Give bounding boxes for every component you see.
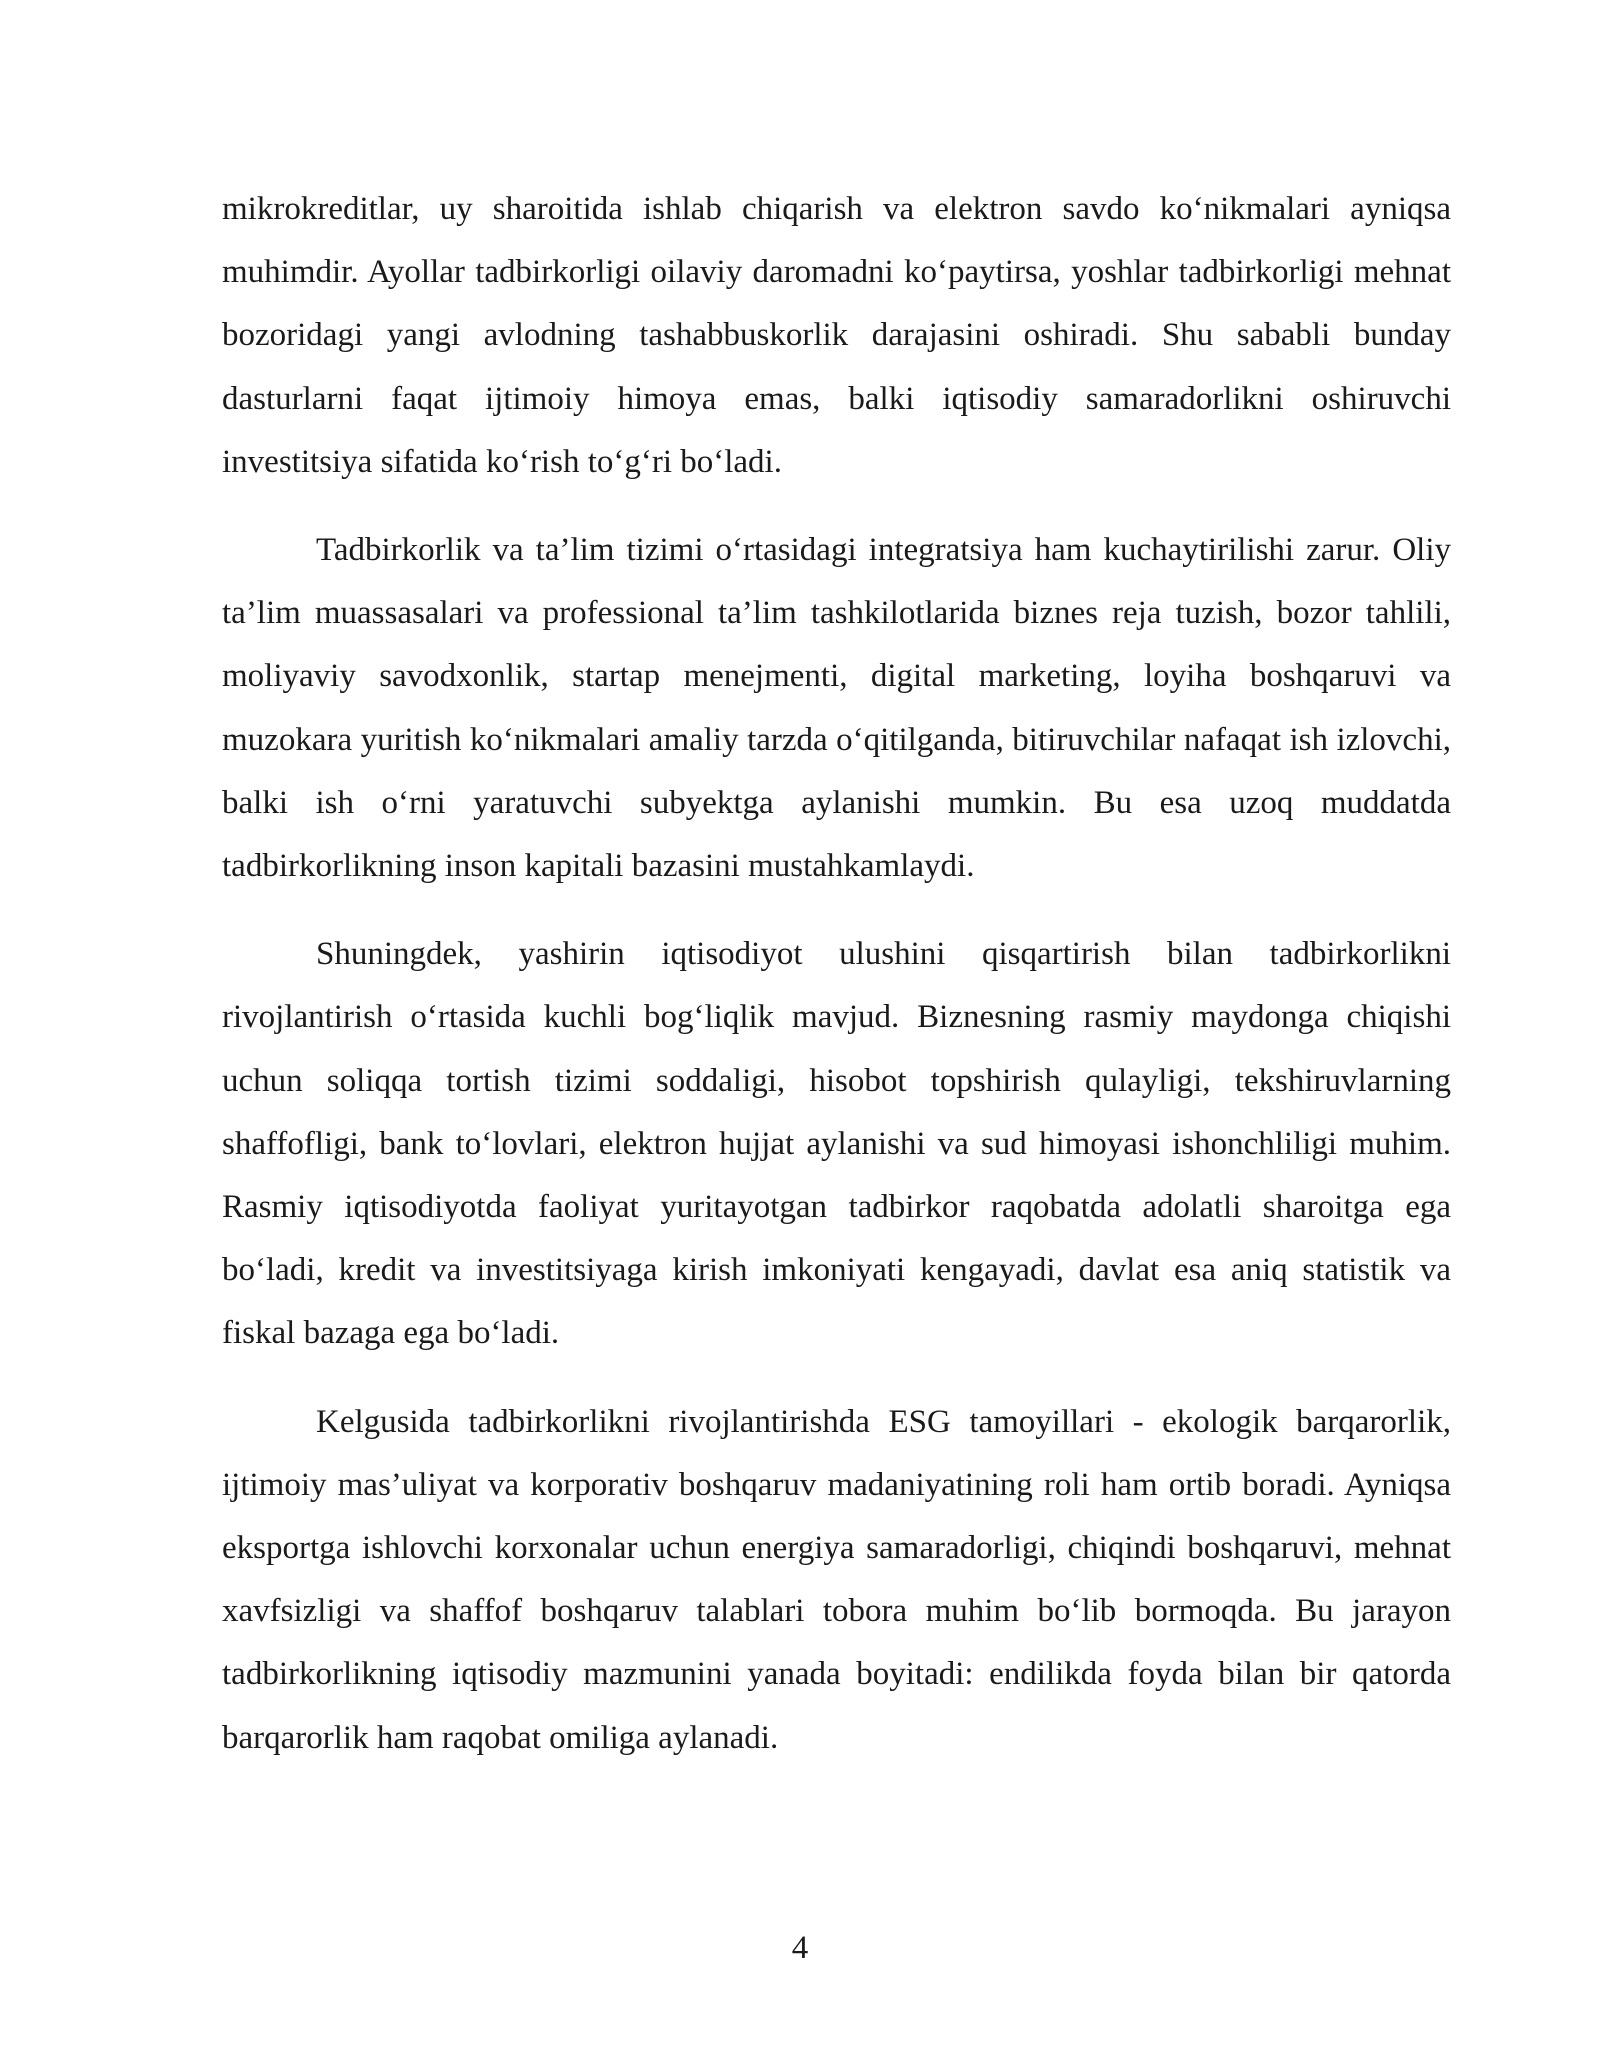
paragraph-shadow-economy: Shuningdek, yashirin iqtisodiyot ulushini qisqartirish bilan tadbirkorlikni rivojlantirish o‘rtasida kuchli bog‘liqlik mavjud. Biznesning rasmiy maydonga chiqishi uchun soliqqa tortish tizimi soddaligi, hisobot topshirish qulayligi, tekshiruvlarning shaffofligi, bank to‘lovlari, elektron hujjat aylanishi va sud himoyasi ishonchliligi muhim. Rasmiy iqtisodiyotda faoliyat yuritayotgan tadbirkor raqobatda adolatli sharoitga ega bo‘ladi, kredit va investitsiyaga kirish imkoniyati kengayadi, davlat esa aniq statistik va fiskal bazaga ega bo‘ladi. (222, 936, 1451, 1352)
paragraph-esg-principles: Kelgusida tadbirkorlikni rivojlantirishda ESG tamoyillari - ekologik barqarorlik, ijtimoiy mas’uliyat va korporativ boshqaruv madaniyatining roli ham ortib boradi. Ayniqsa eksportga ishlovchi korxonalar uchun energiya samaradorligi, chiqindi boshqaruvi, mehnat xavfsizligi va shaffof boshqaruv talablari tobora muhim bo‘lib bormoqda. Bu jarayon tadbirkorlikning iqtisodiy mazmunini yanada boyitadi: endilikda foyda bilan bir qatorda barqarorlik ham raqobat omiliga aylanadi. (222, 1403, 1451, 1756)
page-number: 4 (791, 1930, 809, 1966)
paragraph-education-integration: Tadbirkorlik va ta’lim tizimi o‘rtasidagi integratsiya ham kuchaytirilishi zarur. Oliy ta’lim muassasalari va professional ta’lim tashkilotlarida biznes reja tuzish, bozor tahlili, moliyaviy savodxonlik, startap menejmenti, digital marketing, loyiha boshqaruvi va muzokara yuritish ko‘nikmalari amaliy tarzda o‘qitilganda, bitiruvchilar nafaqat ish izlovchi, balki ish o‘rni yaratuvchi subyektga aylanishi mumkin. Bu esa uzoq muddatda tadbirkorlikning inson kapitali bazasini mustahkamlaydi. (222, 532, 1451, 885)
paragraph-continuation: mikrokreditlar, uy sharoitida ishlab chiqarish va elektron savdo ko‘nikmalari ayniqsa muhimdir. Ayollar tadbirkorligi oilaviy daromadni ko‘paytirsa, yoshlar tadbirkorligi mehnat bozoridagi yangi avlodning tashabbuskorlik darajasini oshiradi. Shu sababli bunday dasturlarni faqat ijtimoiy himoya emas, balki iqtisodiy samaradorlikni oshiruvchi investitsiya sifatida ko‘rish to‘g‘ri bo‘ladi. (222, 191, 1451, 480)
document-body (222, 178, 1451, 1795)
